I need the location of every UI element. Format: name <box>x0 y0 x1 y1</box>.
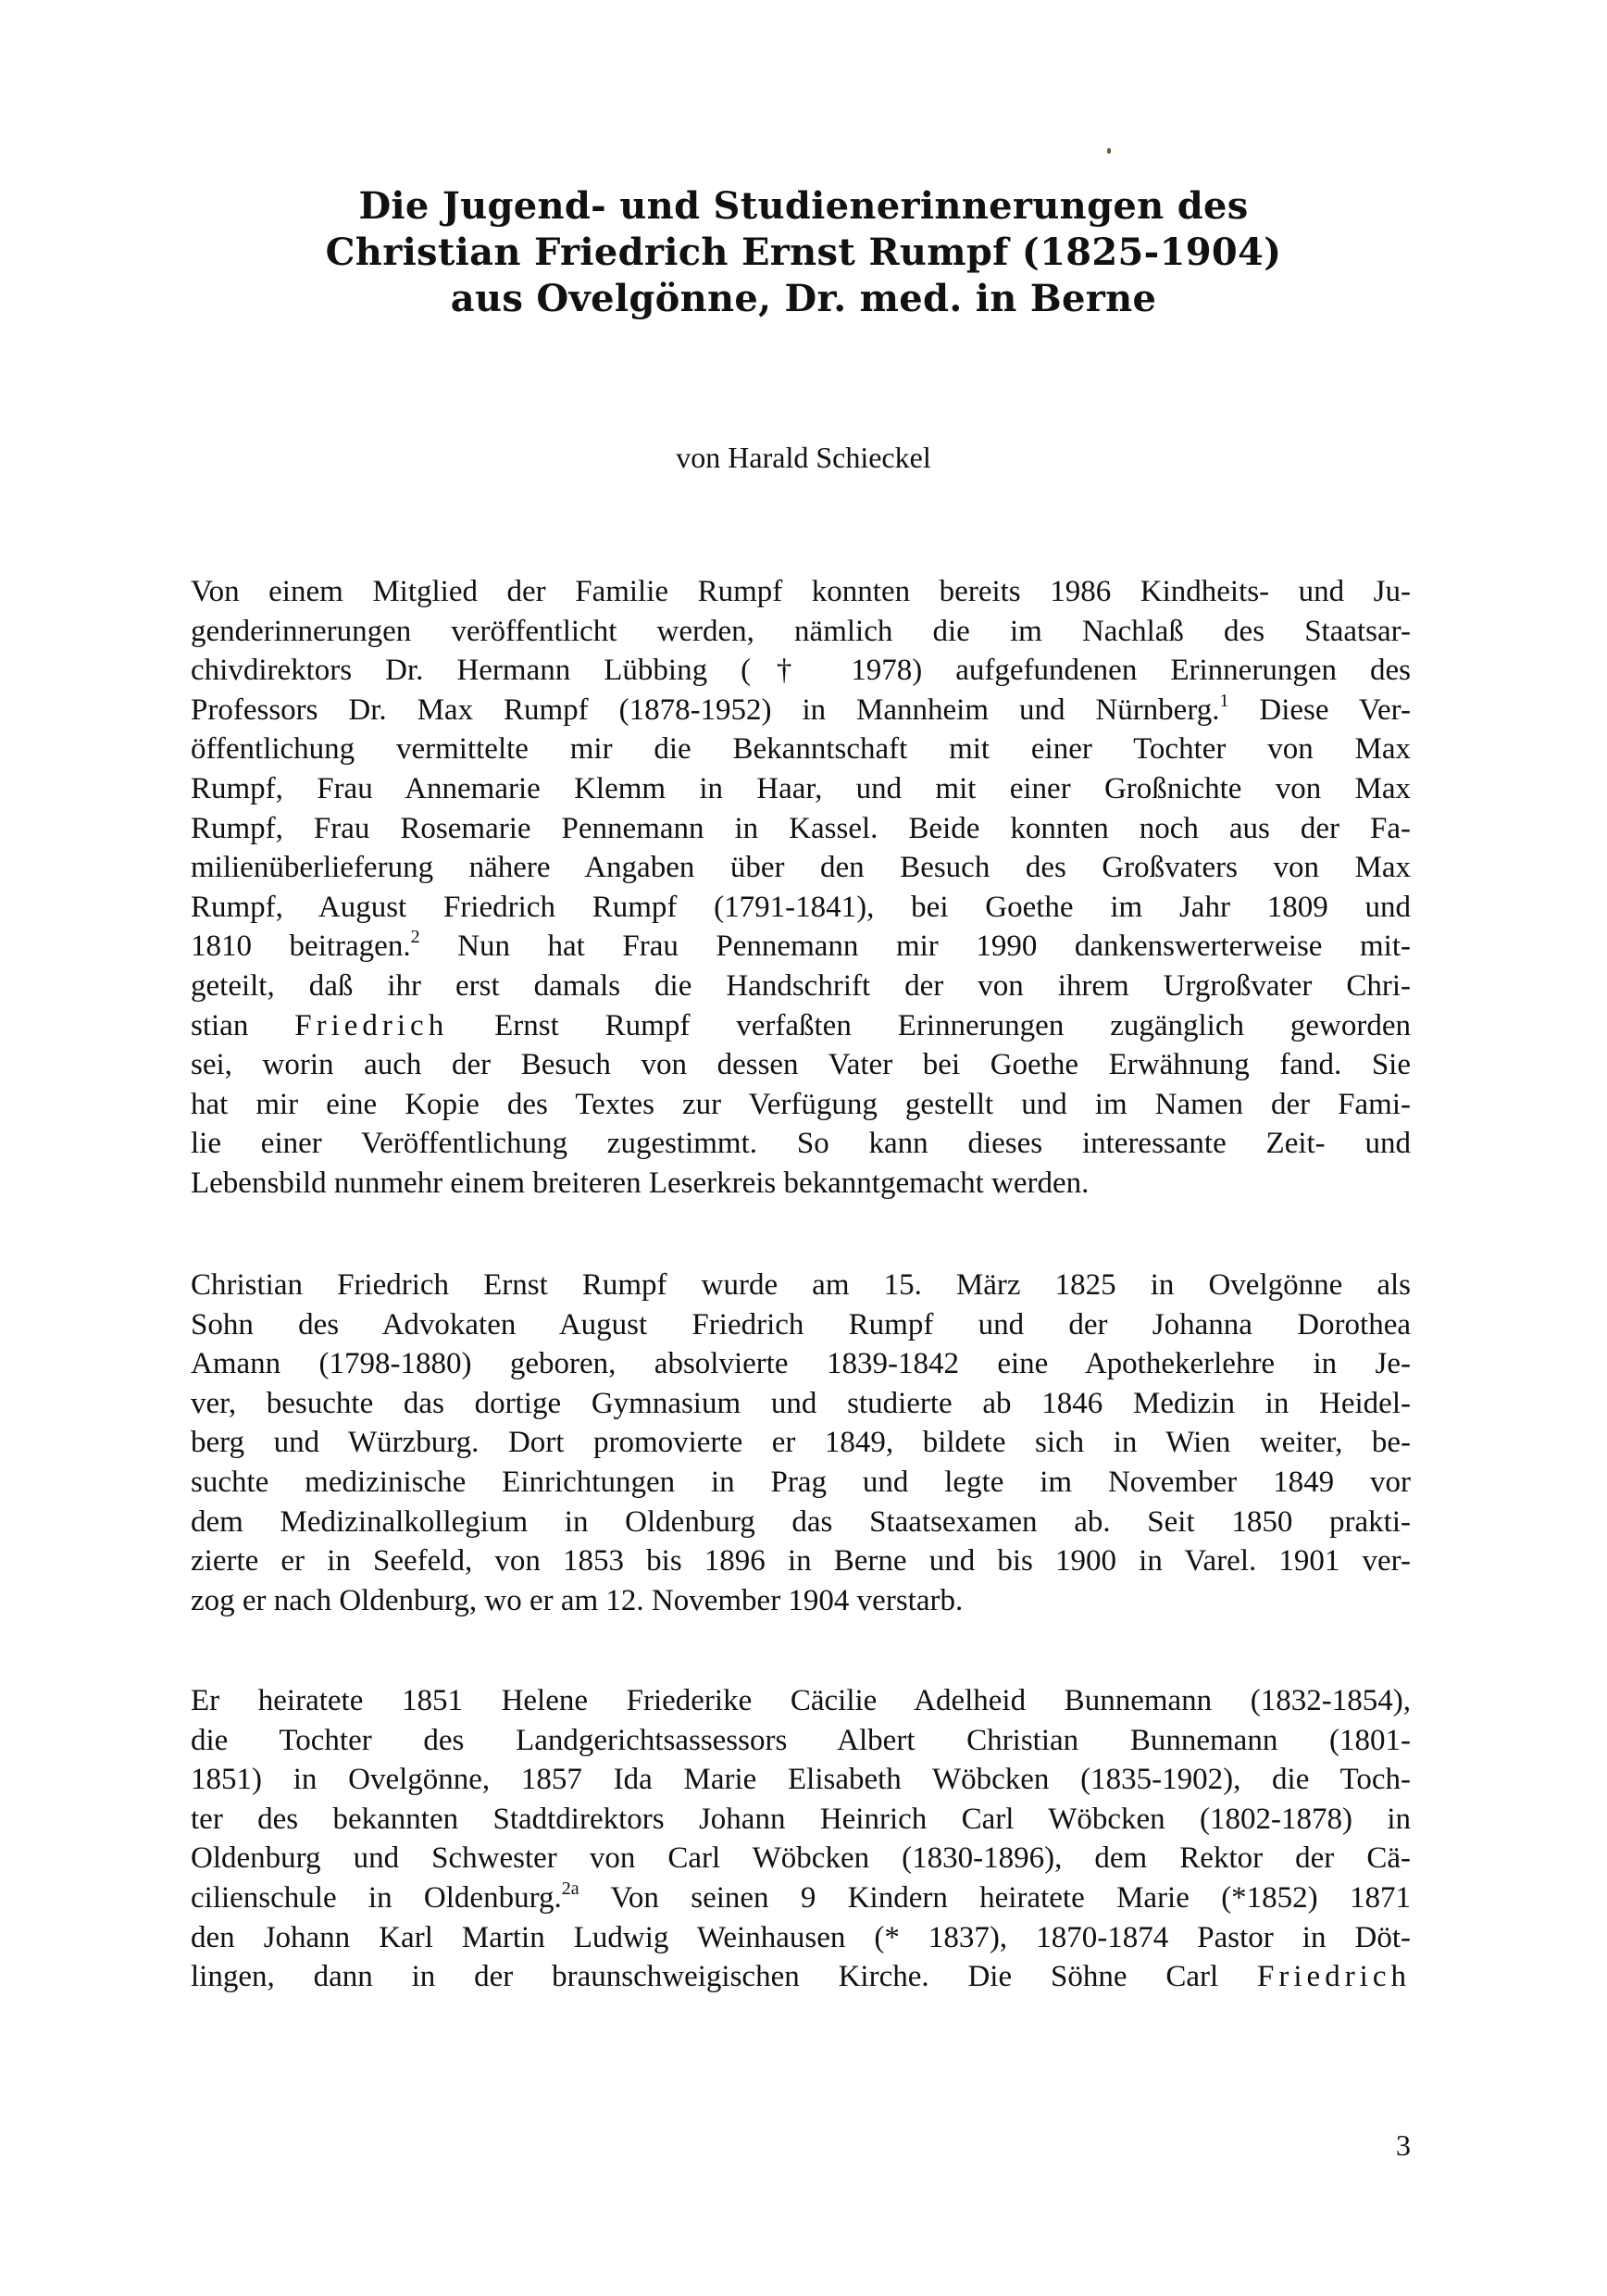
text-line: Sohn des Advokaten August Friedrich Rumpf und der Johanna Dorothea <box>191 1307 1411 1341</box>
text-line: lie einer Veröffentlichung zugestimmt. So kann dieses interessante Zeit- und <box>191 1127 1411 1161</box>
text-line: öffentlichung vermittelte mir die Bekanntschaft mit einer Tochter von Max <box>191 732 1411 767</box>
title-line: Christian Friedrich Ernst Rumpf (1825-1904) <box>325 231 1282 274</box>
text-line: Von einem Mitglied der Familie Rumpf konnten bereits 1986 Kindheits- und Ju- <box>191 575 1411 608</box>
text-line: geteilt, daß ihr erst damals die Handschrift der von ihrem Urgroßvater Chri- <box>191 968 1411 1003</box>
text-fragment: stian <box>191 1008 295 1042</box>
text-line: dem Medizinalkollegium in Oldenburg das Staatsexamen ab. Seit 1850 prakti- <box>191 1504 1411 1539</box>
text-line: Oldenburg und Schwester von Carl Wöbcken (1830-1896), dem Rektor der Cä- <box>191 1841 1411 1876</box>
text-line: Er heiratete 1851 Helene Friederike Cäcilie Adelheid Bunnemann (1832-1854), <box>191 1684 1411 1717</box>
text-line: Christian Friedrich Ernst Rumpf wurde am 15. März 1825 in Ovelgönne als <box>191 1268 1411 1302</box>
text-line: ter des bekannten Stadtdirektors Johann Heinrich Carl Wöbcken (1802-1878) in <box>191 1802 1411 1836</box>
text-fragment: Professors Dr. Max Rumpf (1878-1952) in Mannheim und Nürnberg. <box>191 693 1220 727</box>
text-line: zierte er in Seefeld, von 1853 bis 1896 in Berne und bis 1900 in Varel. 1901 ver- <box>191 1544 1411 1578</box>
text-line: sei, worin auch der Besuch von dessen Vater bei Goethe Erwähnung fand. Sie <box>191 1048 1411 1082</box>
text-line: berg und Würzburg. Dort promovierte er 1849, bildete sich in Wien weiter, be- <box>191 1426 1411 1460</box>
spaced-name: Friedrich <box>294 1008 449 1042</box>
text-fragment: lingen, dann in der braunschweigischen Kirche. Die Söhne Carl <box>191 1960 1258 1994</box>
paragraph-intro <box>191 572 1411 1204</box>
text-fragment: Diese Ver- <box>1228 693 1412 727</box>
scan-speck <box>1107 148 1111 154</box>
footnote-ref: 2a <box>561 1878 579 1899</box>
text-fragment: Ernst Rumpf verfaßten Erinnerungen zugänglich geworden <box>448 1008 1412 1042</box>
text-line: milienüberlieferung nähere Angaben über den Besuch des Großvaters von Max <box>191 851 1411 885</box>
text-line <box>191 691 1411 730</box>
text-fragment: Nun hat Frau Pennemann mir 1990 dankenswerterweise mit- <box>419 930 1411 964</box>
text-line: den Johann Karl Martin Ludwig Weinhausen (* 1837), 1870-1874 Pastor in Döt- <box>191 1920 1411 1954</box>
paragraph-family <box>191 1681 1411 1997</box>
article-title <box>185 183 1422 322</box>
text-fragment: Von seinen 9 Kindern heiratete Marie (*1852) 1871 <box>579 1880 1411 1915</box>
text-line: 1851) in Ovelgönne, 1857 Ida Marie Elisabeth Wöbcken (1835-1902), die Toch- <box>191 1763 1411 1797</box>
text-fragment: 1810 beitragen. <box>191 930 411 964</box>
text-line: Amann (1798-1880) geboren, absolvierte 1839-1842 eine Apothekerlehre in Je- <box>191 1347 1411 1381</box>
text-line: Rumpf, Frau Rosemarie Pennemann in Kassel. Beide konnten noch aus der Fa- <box>191 811 1411 845</box>
text-line: Rumpf, August Friedrich Rumpf (1791-1841), bei Goethe im Jahr 1809 und <box>191 890 1411 924</box>
text-fragment: cilienschule in Oldenburg. <box>191 1880 562 1915</box>
footnote-ref: 1 <box>1219 690 1229 711</box>
text-line: hat mir eine Kopie des Textes zur Verfügung gestellt und im Namen der Fami- <box>191 1087 1411 1121</box>
paragraph-biography <box>191 1266 1411 1620</box>
text-line <box>191 927 1411 967</box>
text-line <box>191 1006 1411 1046</box>
text-line: Lebensbild nunmehr einem breiteren Leserkreis bekanntgemacht werden. <box>191 1166 1090 1200</box>
author-byline: von Harald Schieckel <box>676 441 931 474</box>
text-line: ver, besuchte das dortige Gymnasium und studierte ab 1846 Medizin in Heidel- <box>191 1386 1411 1420</box>
text-line <box>191 1957 1411 1997</box>
text-line: chivdirektors Dr. Hermann Lübbing († 1978) aufgefundenen Erinnerungen des <box>191 654 1411 688</box>
text-line: suchte medizinische Einrichtungen in Prag und legte im November 1849 vor <box>191 1465 1411 1499</box>
text-line: genderinnerungen veröffentlicht werden, nämlich die im Nachlaß des Staatsar- <box>191 614 1411 648</box>
page-number: 3 <box>1396 2128 1411 2162</box>
title-line: Die Jugend- und Studienerinnerungen des <box>358 184 1249 228</box>
text-line <box>191 1878 1411 1918</box>
footnote-ref: 2 <box>410 927 420 948</box>
title-line: aus Ovelgönne, Dr. med. in Berne <box>450 277 1157 320</box>
spaced-name: Friedrich <box>1257 1960 1411 1994</box>
text-line: Rumpf, Frau Annemarie Klemm in Haar, und mit einer Großnichte von Max <box>191 771 1411 805</box>
text-line: die Tochter des Landgerichtsassessors Albert Christian Bunnemann (1801- <box>191 1723 1411 1757</box>
text-line: zog er nach Oldenburg, wo er am 12. November 1904 verstarb. <box>191 1583 964 1617</box>
